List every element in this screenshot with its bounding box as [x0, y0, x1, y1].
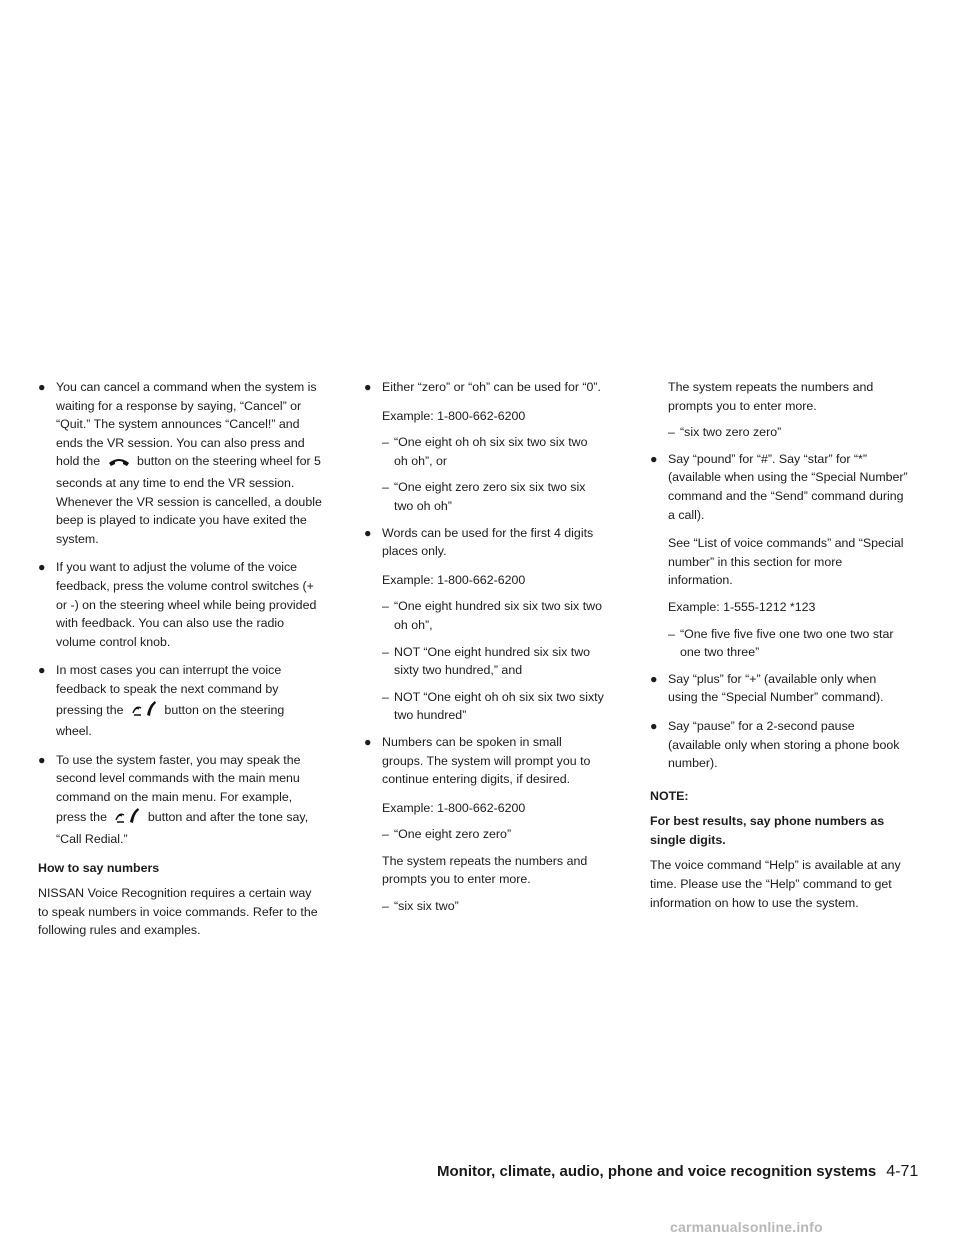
system-repeats-text: The system repeats the numbers and prompts you to enter more. — [382, 853, 588, 887]
example-item: – “One eight hundred six six two six two oh oh”, — [382, 599, 602, 632]
example-item: – “One eight zero zero six six two six two oh oh” — [382, 480, 586, 513]
column-2 — [364, 378, 604, 924]
bullet-pause: ● Say “pause” for a 2-second pause (available only when storing a phone book number). — [650, 718, 900, 771]
note-help-text: The voice command “Help” is available at any time. Please use the “Help” command to get information on how to use the system. — [650, 858, 901, 910]
example-item: – “six two zero zero” — [668, 425, 782, 440]
bullet-groups: ● Numbers can be spoken in small groups. The system will prompt you to continue entering digits, if desired. — [364, 734, 591, 787]
bullet-faster: ● To use the system faster, you may speak the second level commands with the main menu command on the main menu. For example, press the button and after the tone say, “Call Redial.” — [38, 752, 309, 847]
note-bold-text: For best results, say phone numbers as single digits. — [650, 814, 885, 847]
note-label: NOTE: — [650, 788, 689, 803]
bullet-zero-oh: ● Either “zero” or “oh” can be used for “0”. — [364, 380, 601, 394]
footer-title: Monitor, climate, audio, phone and voice recognition systems — [437, 1163, 877, 1180]
example-line: Example: 1-555-1212 *123 — [668, 599, 816, 614]
example-item: – “six six two” — [382, 899, 459, 914]
watermark: carmanualsonline.info — [670, 1219, 823, 1235]
bullet-words: ● Words can be used for the first 4 digits places only. — [364, 525, 594, 559]
column-3 — [650, 378, 908, 919]
example-line: Example: 1-800-662-6200 — [382, 408, 526, 423]
example-item: – NOT “One eight hundred six six two sixty two hundred,” and — [382, 644, 591, 678]
example-line: Example: 1-800-662-6200 — [382, 572, 526, 587]
page-number: 4-71 — [886, 1163, 919, 1180]
talk-voice-icon — [114, 806, 140, 830]
phone-hang-up-icon — [108, 455, 130, 474]
page-footer — [437, 1163, 919, 1181]
example-line: Example: 1-800-662-6200 — [382, 800, 526, 815]
talk-voice-icon — [131, 699, 157, 723]
example-item: – “One eight oh oh six six two six two oh oh”, or — [382, 435, 588, 468]
bullet-cancel: ● You can cancel a command when the system is waiting for a response by saying, “Cancel” or “Quit.” The system announces “Cancel!” and ends the VR session. You can also press and hold the button on the steering wheel for 5 seconds at any time to end the VR session. Whenever the VR session is cancelled, a double beep is played to indicate you have exited the system. — [38, 380, 322, 546]
bullet-plus: ● Say “plus” for “+” (available only when using the “Special Number” command). — [650, 671, 884, 705]
section-intro: NISSAN Voice Recognition requires a certain way to speak numbers in voice commands. Refer to the following rules and examples. — [38, 886, 318, 938]
example-item: – NOT “One eight oh oh six six two sixty two hundred” — [382, 689, 604, 723]
bullet-interrupt: ● In most cases you can interrupt the voice feedback to speak the next command by pressing the button on the steering wheel. — [38, 663, 285, 739]
example-item: – “One eight zero zero” — [382, 827, 512, 842]
example-item: – “One five five five one two one two star one two three” — [668, 626, 894, 660]
section-heading: How to say numbers — [38, 860, 160, 875]
bullet-pound-star: ● Say “pound” for “#”. Say “star” for “*” (available when using the “Special Number” command and the “Send” command during a call). — [650, 451, 908, 522]
column-1 — [38, 378, 322, 947]
see-reference: See “List of voice commands” and “Special number” in this section for more information. — [668, 536, 904, 588]
bullet-volume: ● If you want to adjust the volume of the voice feedback, press the volume control switches (+ or -) on the steering wheel while being provided with feedback. You can also use the radio volume control knob. — [38, 560, 317, 649]
system-repeats-text: The system repeats the numbers and prompts you to enter more. — [668, 380, 874, 413]
